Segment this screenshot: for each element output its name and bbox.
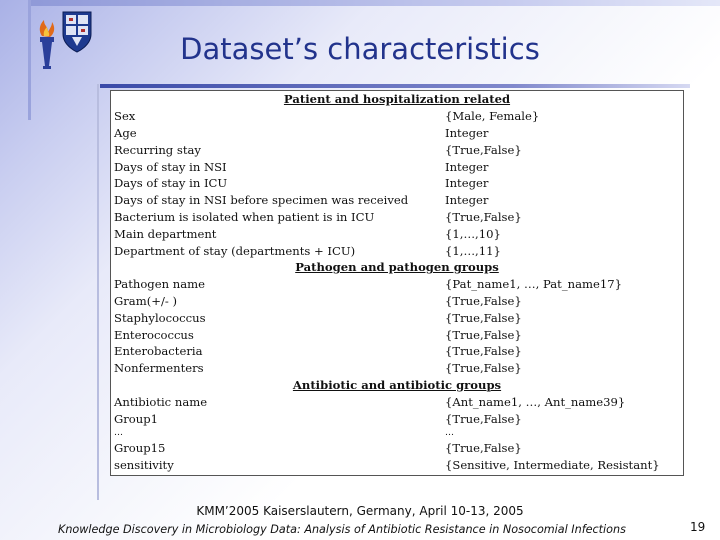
attribute-domain: Integer xyxy=(445,159,489,174)
attribute-domain: {True,False} xyxy=(445,361,522,376)
table-row xyxy=(111,225,683,242)
characteristics-table xyxy=(110,90,684,476)
attribute-name: Enterobacteria xyxy=(114,344,203,359)
table-row xyxy=(111,108,683,125)
characteristics-table-body xyxy=(111,91,683,474)
slide-title: Dataset’s characteristics xyxy=(180,32,540,66)
title-underline xyxy=(100,84,690,88)
attribute-domain: {True,False} xyxy=(445,209,522,224)
attribute-domain: {True,False} xyxy=(445,411,522,426)
section-heading-row xyxy=(111,377,683,394)
section-heading-row xyxy=(111,91,683,108)
attribute-name: Days of stay in NSI xyxy=(114,159,227,174)
table-row xyxy=(111,242,683,259)
table-row xyxy=(111,276,683,293)
table-row xyxy=(111,293,683,310)
table-row xyxy=(111,440,683,457)
attribute-domain: … xyxy=(445,428,454,439)
table-row xyxy=(111,175,683,192)
table-row xyxy=(111,326,683,343)
left-divider-line xyxy=(97,84,99,500)
table-row xyxy=(111,309,683,326)
attribute-name: Days of stay in NSI before specimen was received xyxy=(114,193,409,208)
attribute-domain: {1,…,10} xyxy=(445,226,501,241)
table-row xyxy=(111,393,683,410)
attribute-name: Gram(+/- ) xyxy=(114,293,177,308)
attribute-name: Nonfermenters xyxy=(114,361,204,376)
attribute-domain: {True,False} xyxy=(445,344,522,359)
attribute-name: Main department xyxy=(114,226,217,241)
attribute-domain: {Pat_name1, …, Pat_name17} xyxy=(445,277,622,292)
attribute-name: Age xyxy=(114,125,137,140)
attribute-domain: {Male, Female} xyxy=(445,109,540,124)
table-row xyxy=(111,343,683,360)
section-heading: Antibiotic and antibiotic groups xyxy=(292,377,502,392)
attribute-domain: {True,False} xyxy=(445,293,522,308)
section-heading: Patient and hospitalization related xyxy=(283,92,511,107)
attribute-domain: Integer xyxy=(445,176,489,191)
attribute-domain: {True,False} xyxy=(445,142,522,157)
attribute-domain: {True,False} xyxy=(445,327,522,342)
attribute-name: Sex xyxy=(114,109,136,124)
table-row xyxy=(111,209,683,226)
attribute-name: Pathogen name xyxy=(114,277,205,292)
slide-top-border xyxy=(28,0,720,6)
attribute-name: Recurring stay xyxy=(114,142,201,157)
attribute-name: Bacterium is isolated when patient is in ICU xyxy=(114,209,375,224)
attribute-domain: {True,False} xyxy=(445,441,522,456)
table-row xyxy=(111,158,683,175)
section-heading: Pathogen and pathogen groups xyxy=(295,260,499,275)
attribute-domain: {Ant_name1, …, Ant_name39} xyxy=(445,394,626,409)
table-row xyxy=(111,410,683,427)
attribute-name: Staphylococcus xyxy=(114,310,206,325)
table-row xyxy=(111,360,683,377)
attribute-name: … xyxy=(114,428,123,439)
attribute-name: sensitivity xyxy=(114,458,174,473)
attribute-domain: Integer xyxy=(445,193,489,208)
footer-conference: KMM’2005 Kaiserslautern, Germany, April 10-13, 2005 xyxy=(196,504,524,518)
attribute-name: Days of stay in ICU xyxy=(114,176,228,191)
attribute-domain: {1,…,11} xyxy=(445,243,501,258)
table-row xyxy=(111,125,683,142)
attribute-name: Group15 xyxy=(114,441,166,456)
attribute-name: Department of stay (departments + ICU) xyxy=(114,243,356,258)
attribute-domain: {True,False} xyxy=(445,310,522,325)
attribute-name: Enterococcus xyxy=(114,327,194,342)
table-row xyxy=(111,457,683,474)
footer-paper-title: Knowledge Discovery in Microbiology Data: Analysis of Antibiotic Resistance in Nosocomial Infections xyxy=(58,523,626,536)
table-row xyxy=(111,192,683,209)
table-row xyxy=(111,141,683,158)
table-row xyxy=(111,427,683,440)
attribute-domain: {Sensitive, Intermediate, Resistant} xyxy=(445,458,660,473)
attribute-name: Antibiotic name xyxy=(114,394,208,409)
page-number: 19 xyxy=(690,520,706,534)
attribute-domain: Integer xyxy=(445,125,489,140)
section-heading-row xyxy=(111,259,683,276)
attribute-name: Group1 xyxy=(114,411,159,426)
